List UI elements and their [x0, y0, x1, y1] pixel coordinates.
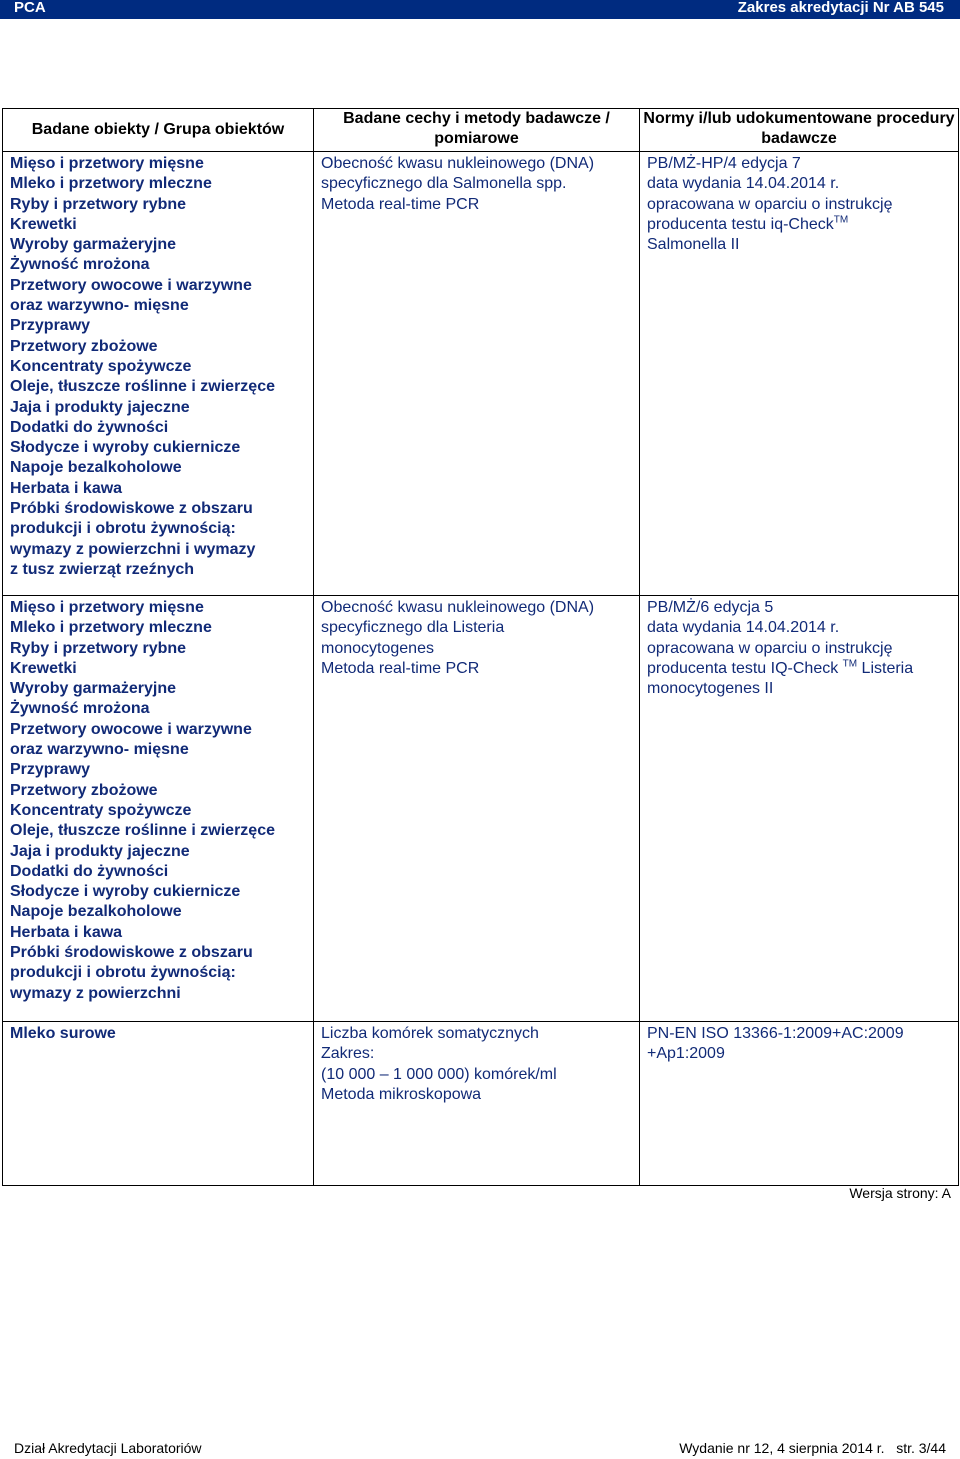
list-line: Przetwory owocowe i warzywne [10, 720, 252, 738]
norm-producer-text: producenta testu iq-Check [647, 215, 834, 233]
list-line: Krewetki [10, 659, 77, 677]
norms-cell [640, 1022, 959, 1186]
norm-producer-text-2: Listeria [857, 659, 914, 677]
norm-code: PB/MŻ-HP/4 edycja 7 [647, 155, 801, 172]
objects-list [3, 152, 313, 580]
list-line: Oleje, tłuszcze roślinne i zwierzęce [10, 378, 275, 396]
list-line: Żywność mrożona [10, 256, 150, 274]
list-line: wymazy z powierzchni i wymazy [10, 540, 256, 558]
accreditation-table [2, 108, 959, 1186]
list-line: Liczba komórek somatycznych [321, 1025, 539, 1042]
page-version: Wersja strony: A [849, 1185, 951, 1201]
list-line: Obecność kwasu nukleinowego (DNA) [321, 599, 595, 616]
list-line: Metoda real-time PCR [321, 195, 480, 213]
list-line: oraz warzywno- mięsne [10, 297, 189, 315]
norm-date: data wydania 14.04.2014 r. [647, 619, 840, 637]
list-line: Mleko i przetwory mleczne [10, 619, 212, 637]
norms-cell [640, 596, 959, 1022]
list-line: specyficznego dla Salmonella spp. [321, 175, 567, 193]
table-row [3, 1022, 959, 1186]
list-line: Zakres: [321, 1045, 375, 1063]
norms-cell [640, 152, 959, 596]
list-line: Dodatki do żywności [10, 862, 169, 880]
list-line: oraz warzywno- mięsne [10, 741, 189, 759]
list-line: Ryby i przetwory rybne [10, 639, 187, 657]
list-line: wymazy z powierzchni [10, 984, 181, 1002]
table-row [3, 152, 959, 596]
list-line: Metoda real-time PCR [321, 659, 480, 677]
list-line: Mleko i przetwory mleczne [10, 175, 212, 193]
objects-cell [3, 152, 314, 596]
list-line: Dodatki do żywności [10, 418, 169, 436]
norms-block [640, 596, 958, 699]
list-line: +Ap1:2009 [647, 1045, 725, 1063]
list-line: Metoda mikroskopowa [321, 1085, 482, 1103]
list-line: Próbki środowiskowe z obszaru [10, 944, 253, 962]
method-list [314, 1022, 639, 1105]
header-methods: Badane cechy i metody badawcze / pomiarowe [314, 109, 640, 152]
list-line: Herbata i kawa [10, 479, 123, 497]
method-cell [314, 1022, 640, 1186]
page-header-bar [0, 0, 960, 19]
norm-producer [647, 659, 950, 679]
table-header-row [3, 109, 959, 152]
list-line: Żywność mrożona [10, 700, 150, 718]
objects-cell [3, 596, 314, 1022]
list-line: Oleje, tłuszcze roślinne i zwierzęce [10, 822, 275, 840]
header-objects: Badane obiekty / Grupa obiektów [3, 109, 314, 152]
list-line: Jaja i produkty jajeczne [10, 398, 190, 416]
norm-producer-text: producenta testu IQ-Check [647, 659, 843, 677]
norm-note: opracowana w oparciu o instrukcję [647, 195, 893, 213]
header-title: Zakres akredytacji Nr AB 545 [737, 0, 944, 16]
norm-test-name: Salmonella II [647, 236, 740, 254]
norm-producer [647, 215, 950, 235]
method-cell [314, 152, 640, 596]
norm-code: PB/MŻ/6 edycja 5 [647, 599, 774, 616]
list-line: Jaja i produkty jajeczne [10, 842, 190, 860]
list-line: Przyprawy [10, 317, 91, 335]
list-line: Napoje bezalkoholowe [10, 903, 182, 921]
list-line: monocytogenes [321, 639, 434, 657]
list-line: PN-EN ISO 13366-1:2009+AC:2009 [647, 1025, 904, 1042]
list-line: Przetwory zbożowe [10, 337, 158, 355]
list-line: Słodycze i wyroby cukiernicze [10, 883, 241, 901]
list-line: produkcji i obrotu żywnością: [10, 964, 236, 982]
header-org: PCA [14, 0, 46, 16]
norm-date: data wydania 14.04.2014 r. [647, 175, 840, 193]
norm-test-name: monocytogenes II [647, 680, 774, 698]
norms-block [640, 152, 958, 255]
list-line: Przetwory owocowe i warzywne [10, 276, 252, 294]
method-list [314, 596, 639, 679]
list-line: Mleko surowe [10, 1025, 116, 1042]
footer-edition: Wydanie nr 12, 4 sierpnia 2014 r. str. 3/44 [679, 1440, 946, 1456]
list-line: Krewetki [10, 215, 77, 233]
list-line: z tusz zwierząt rzeźnych [10, 560, 195, 578]
list-line: Napoje bezalkoholowe [10, 459, 182, 477]
objects-list [3, 1022, 313, 1044]
list-line: specyficznego dla Listeria [321, 619, 505, 637]
list-line: Wyroby garmażeryjne [10, 236, 176, 254]
list-line: Koncentraty spożywcze [10, 357, 192, 375]
trademark-sup: TM [842, 658, 858, 670]
list-line: Przetwory zbożowe [10, 781, 158, 799]
list-line: produkcji i obrotu żywnością: [10, 520, 236, 538]
method-list [314, 152, 639, 215]
list-line: Próbki środowiskowe z obszaru [10, 500, 253, 518]
norm-note: opracowana w oparciu o instrukcję [647, 639, 893, 657]
list-line: Koncentraty spożywcze [10, 801, 192, 819]
list-line: Ryby i przetwory rybne [10, 195, 187, 213]
header-norms: Normy i/lub udokumentowane procedury badawcze [640, 109, 959, 152]
objects-cell [3, 1022, 314, 1186]
list-line: Mięso i przetwory mięsne [10, 599, 204, 616]
list-line: Obecność kwasu nukleinowego (DNA) [321, 155, 595, 172]
method-cell [314, 596, 640, 1022]
trademark-sup: TM [833, 214, 849, 226]
list-line: (10 000 – 1 000 000) komórek/ml [321, 1065, 557, 1083]
objects-list [3, 596, 313, 1004]
table-row [3, 596, 959, 1022]
footer-department: Dział Akredytacji Laboratoriów [14, 1440, 202, 1456]
list-line: Herbata i kawa [10, 923, 123, 941]
list-line: Przyprawy [10, 761, 91, 779]
list-line: Wyroby garmażeryjne [10, 680, 176, 698]
list-line: Mięso i przetwory mięsne [10, 155, 204, 172]
list-line: Słodycze i wyroby cukiernicze [10, 439, 241, 457]
norms-list [640, 1022, 958, 1065]
